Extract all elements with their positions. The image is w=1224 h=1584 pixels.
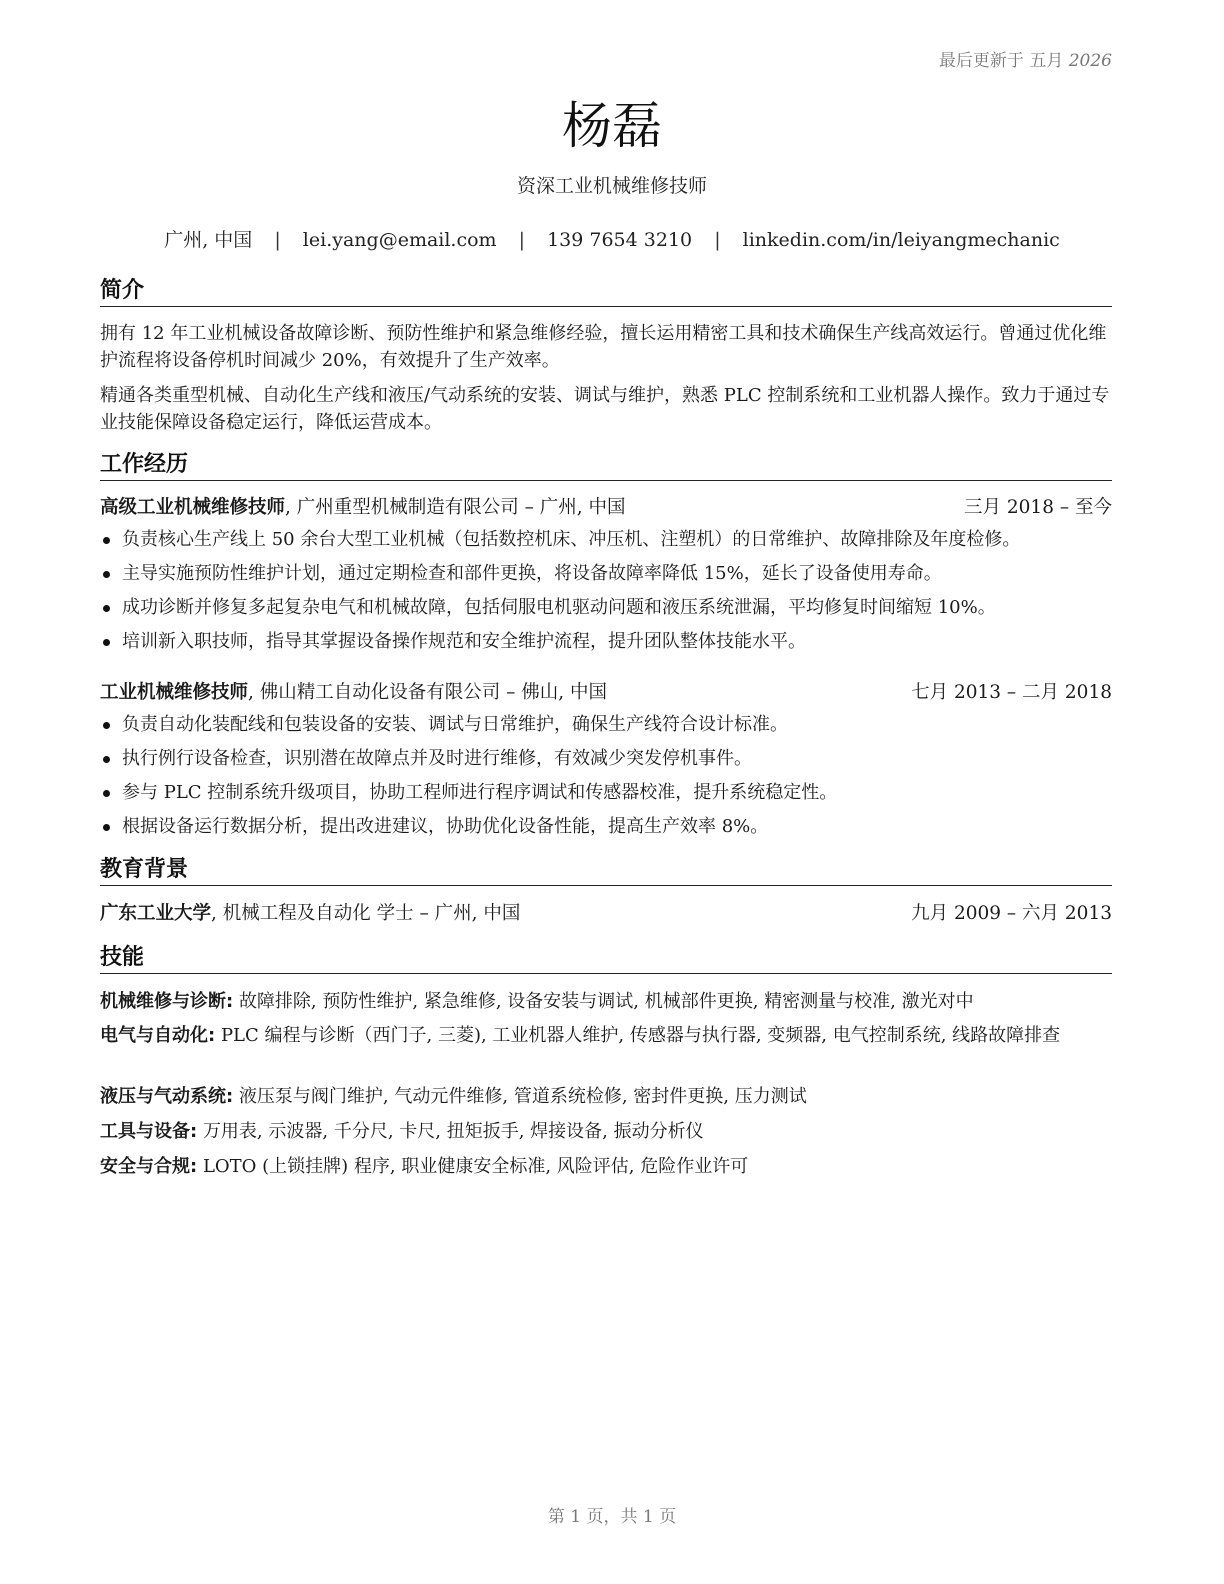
education-dates: 九月 2009 – 六月 2013: [911, 903, 1112, 924]
bullet-text: 执行例行设备检查，识别潜在故障点并及时进行维修，有效减少突发停机事件。: [122, 748, 752, 769]
skill-items: PLC 编程与诊断（西门子, 三菱), 工业机器人维护, 传感器与执行器, 变频器, 电气控制系统, 线路故障排查: [220, 1025, 1061, 1046]
job-dates: 三月 2018 – 至今: [964, 497, 1112, 518]
bullet-text: 主导实施预防性维护计划，通过定期检查和部件更换，将设备故障率降低 15%，延长了设备使用寿命。: [122, 563, 942, 584]
job-role: 高级工业机械维修技师: [100, 497, 286, 518]
job-role: 工业机械维修技师: [100, 682, 249, 703]
job-header: [100, 681, 1112, 705]
list-item: [100, 747, 1112, 781]
bullet-text: 负责自动化装配线和包装设备的安装、调试与日常维护，确保生产线符合设计标准。: [122, 714, 788, 735]
bullet-icon: [103, 605, 110, 612]
job-title-line: [100, 681, 607, 705]
list-item: [100, 713, 1112, 747]
contact-linkedin[interactable]: linkedin.com/in/leiyangmechanic: [742, 229, 1060, 251]
list-item: [100, 630, 1112, 664]
bullet-icon: [103, 790, 110, 797]
list-item: [100, 528, 1112, 562]
skill-items: 故障排除, 预防性维护, 紧急维修, 设备安装与调试, 机械部件更换, 精密测量与校准, 激光对中: [238, 991, 974, 1012]
skill-group: [100, 1153, 1112, 1180]
bullet-icon: [103, 639, 110, 646]
skill-label: 安全与合规:: [100, 1156, 198, 1177]
skills-heading: 技能: [100, 945, 1112, 974]
job-dates: 七月 2013 – 二月 2018: [911, 682, 1112, 703]
skill-group: [100, 1083, 1112, 1110]
summary-heading: 简介: [100, 278, 1112, 307]
last-updated-year: 2026: [1068, 51, 1112, 71]
skill-group: [100, 988, 1112, 1015]
skill-items: LOTO (上锁挂牌) 程序, 职业健康安全标准, 风险评估, 危险作业许可: [202, 1156, 749, 1177]
skill-label: 工具与设备:: [100, 1121, 198, 1142]
contact-separator: |: [714, 229, 721, 251]
bullet-text: 负责核心生产线上 50 余台大型工业机械（包括数控机床、冲压机、注塑机）的日常维护、故障排除及年度检修。: [122, 529, 1021, 550]
page-footer: 第 1 页，共 1 页: [547, 1507, 677, 1527]
education-school: 广东工业大学: [100, 903, 212, 924]
bullet-icon: [103, 756, 110, 763]
contact-email[interactable]: lei.yang@email.com: [302, 229, 497, 251]
education-heading: 教育背景: [100, 857, 1112, 886]
contact-separator: |: [518, 229, 526, 251]
skill-label: 机械维修与诊断:: [100, 991, 234, 1012]
skill-items: 万用表, 示波器, 千分尺, 卡尺, 扭矩扳手, 焊接设备, 振动分析仪: [202, 1121, 704, 1142]
summary-paragraph: 精通各类重型机械、自动化生产线和液压/气动系统的安装、调试与维护，熟悉 PLC 控制系统和工业机器人操作。致力于通过专业技能保障设备稳定运行，降低运营成本。: [100, 385, 1110, 433]
job-org: , 佛山精工自动化设备有限公司 – 佛山, 中国: [248, 682, 608, 703]
summary-paragraph: 拥有 12 年工业机械设备故障诊断、预防性维护和紧急维修经验，擅长运用精密工具和技术确保生产线高效运行。曾通过优化维护流程将设备停机时间减少 20%，有效提升了生产效率。: [100, 323, 1107, 371]
last-updated-prefix: 最后更新于 五月: [938, 51, 1064, 71]
candidate-name: 杨磊: [562, 97, 662, 155]
last-updated: [939, 46, 1112, 71]
experience-heading: 工作经历: [100, 452, 1112, 481]
education-detail: , 机械工程及自动化 学士 – 广州, 中国: [211, 903, 521, 924]
bullet-icon: [103, 571, 110, 578]
bullet-icon: [103, 722, 110, 729]
job-bullets: [100, 713, 1112, 849]
job-bullets: [100, 528, 1112, 664]
skill-group: [100, 1022, 1112, 1049]
contact-line: [0, 225, 1224, 252]
list-item: [100, 596, 1112, 630]
contact-location: 广州, 中国: [164, 229, 253, 251]
skill-label: 液压与气动系统:: [100, 1086, 234, 1107]
bullet-text: 参与 PLC 控制系统升级项目，协助工程师进行程序调试和传感器校准，提升系统稳定性。: [122, 782, 838, 803]
education-entry: [100, 902, 1112, 926]
contact-phone: 139 7654 3210: [547, 229, 693, 251]
skill-label: 电气与自动化:: [100, 1025, 216, 1046]
bullet-text: 根据设备运行数据分析，提出改进建议，协助优化设备性能，提高生产效率 8%。: [122, 816, 769, 837]
bullet-icon: [103, 537, 110, 544]
contact-separator: |: [274, 229, 281, 251]
job-title-line: [100, 496, 626, 520]
skill-group: [100, 1118, 1112, 1145]
list-item: [100, 815, 1112, 849]
list-item: [100, 781, 1112, 815]
job-header: [100, 496, 1112, 520]
job-org: , 广州重型机械制造有限公司 – 广州, 中国: [285, 497, 626, 518]
skill-items: 液压泵与阀门维护, 气动元件维修, 管道系统检修, 密封件更换, 压力测试: [238, 1086, 807, 1107]
candidate-title: 资深工业机械维修技师: [516, 175, 707, 197]
bullet-text: 成功诊断并修复多起复杂电气和机械故障，包括伺服电机驱动问题和液压系统泄漏，平均修复时间缩短 10%。: [122, 597, 996, 618]
bullet-text: 培训新入职技师，指导其掌握设备操作规范和安全维护流程，提升团队整体技能水平。: [122, 631, 806, 652]
education-line: [100, 902, 520, 926]
bullet-icon: [103, 824, 110, 831]
list-item: [100, 562, 1112, 596]
